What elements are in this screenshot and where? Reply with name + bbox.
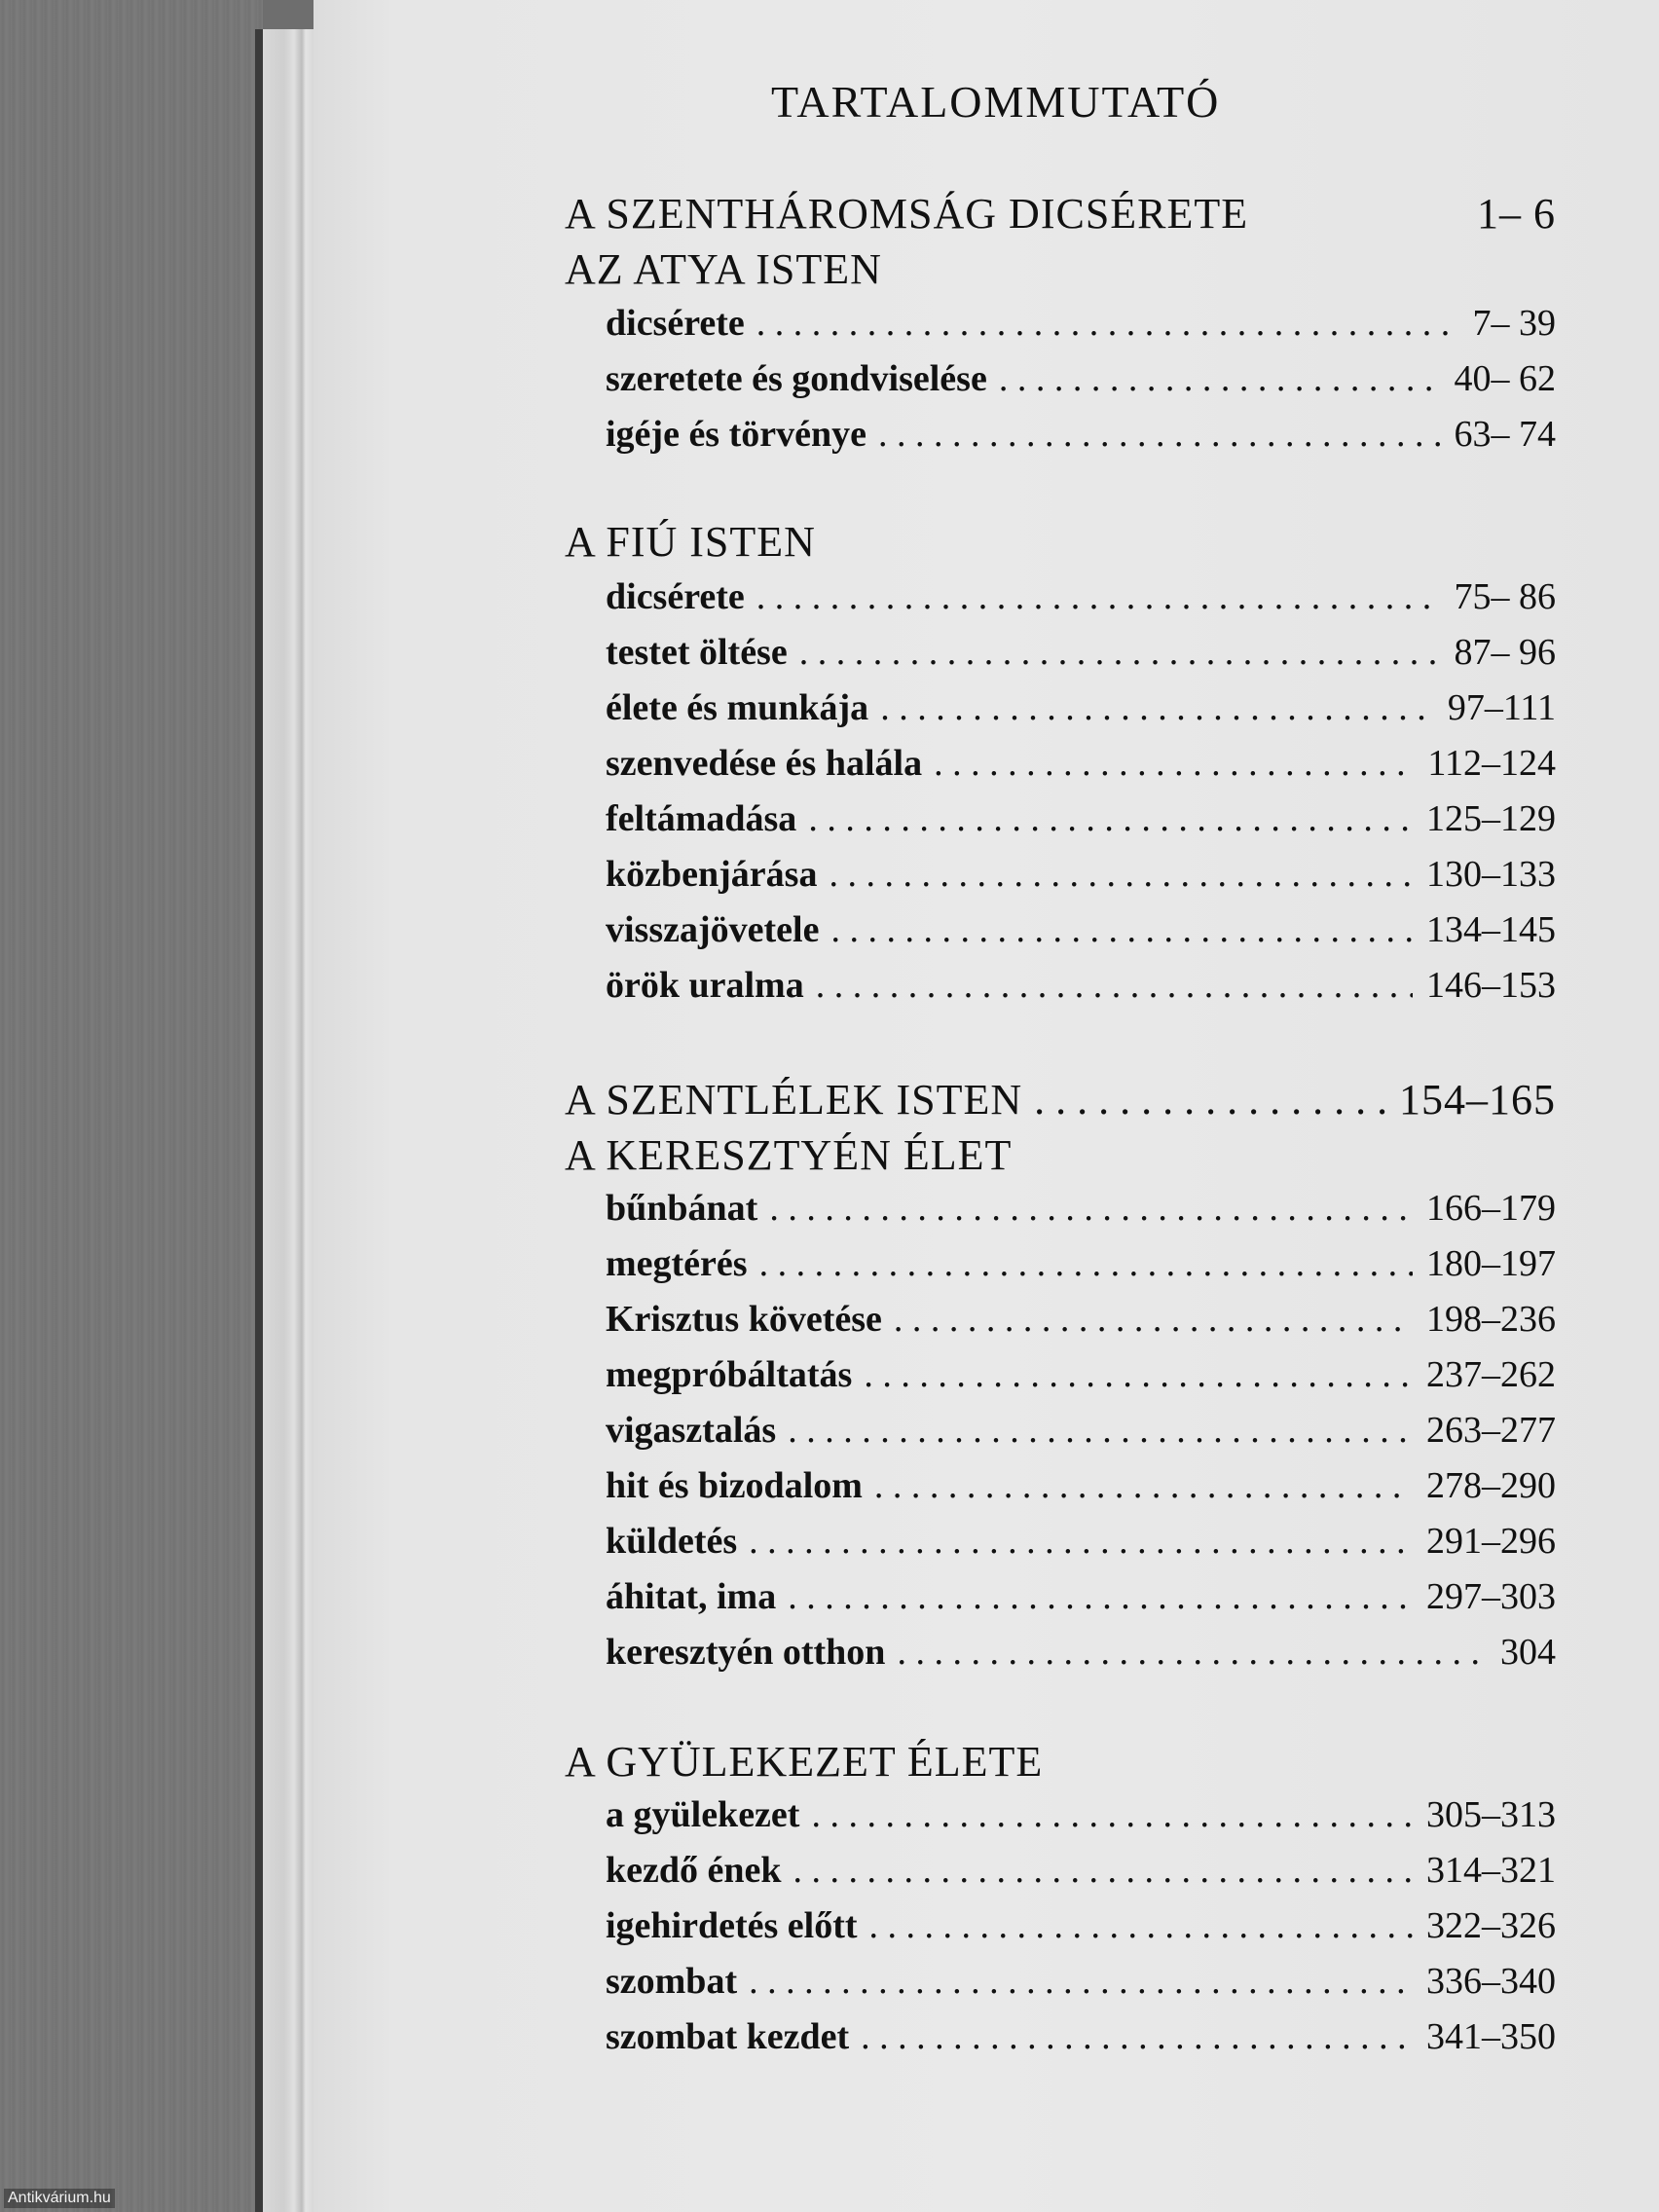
toc-label: keresztyén otthon <box>606 1632 886 1673</box>
toc-label: a gyülekezet <box>606 1794 800 1835</box>
toc-entry <box>606 856 1556 893</box>
dot-leader <box>874 1467 1413 1504</box>
dot-leader <box>864 1356 1413 1393</box>
toc-entry <box>606 416 1556 453</box>
toc-page-range: 263–277 <box>1426 1410 1556 1451</box>
dot-leader <box>897 1634 1487 1671</box>
toc-label: megtérés <box>606 1243 748 1284</box>
toc-label: A GYÜLEKEZET ÉLETE <box>565 1738 1044 1786</box>
toc-entry <box>606 745 1556 782</box>
toc-entry <box>606 689 1556 726</box>
toc-entry <box>606 1963 1556 2000</box>
toc-label: szombat <box>606 1961 738 2002</box>
page-title: TARTALOMMUTATÓ <box>771 77 1221 127</box>
dot-leader <box>1034 1079 1385 1122</box>
dot-leader <box>861 2018 1413 2055</box>
toc-page-range: 341–350 <box>1426 2016 1556 2057</box>
toc-page-range: 63– 74 <box>1454 414 1556 455</box>
toc-label: szenvedése és halála <box>606 743 923 784</box>
toc-page-range: 87– 96 <box>1454 632 1556 673</box>
toc-label: közbenjárása <box>606 854 818 895</box>
toc-label: örök uralma <box>606 965 804 1006</box>
toc-entry <box>606 1412 1556 1449</box>
toc-label: bűnbánat <box>606 1188 758 1229</box>
toc-page-range: 305–313 <box>1426 1794 1556 1835</box>
dot-leader <box>759 1245 1413 1282</box>
toc-entry <box>606 305 1556 342</box>
dot-leader <box>749 1963 1413 2000</box>
table-surface <box>0 0 263 2212</box>
toc-section-heading <box>565 1131 1556 1179</box>
toc-page-range: 75– 86 <box>1454 576 1556 617</box>
dot-leader <box>829 856 1413 893</box>
dot-leader <box>769 1190 1413 1227</box>
dot-leader <box>788 1578 1413 1615</box>
toc-label: szombat kezdet <box>606 2016 850 2057</box>
toc-entry <box>606 1301 1556 1338</box>
toc-entry <box>606 800 1556 837</box>
dot-leader <box>788 1412 1413 1449</box>
toc-label: visszajövetele <box>606 909 820 950</box>
toc-page-range: 322–326 <box>1426 1905 1556 1946</box>
toc-label: hit és bizodalom <box>606 1465 863 1506</box>
toc-section-heading <box>565 1738 1556 1786</box>
toc-label: A SZENTLÉLEK ISTEN <box>565 1076 1023 1124</box>
toc-page-range: 7– 39 <box>1472 303 1556 344</box>
toc-section-heading <box>565 518 1556 566</box>
toc-page-range: 291–296 <box>1426 1521 1556 1562</box>
toc-page-range: 180–197 <box>1426 1243 1556 1284</box>
toc-page-range: 297–303 <box>1426 1576 1556 1617</box>
toc-label: küldetés <box>606 1521 738 1562</box>
book-page <box>313 0 1659 2212</box>
dot-leader <box>799 634 1441 671</box>
toc-label: szeretete és gondviselése <box>606 358 987 399</box>
toc-entry <box>606 1578 1556 1615</box>
toc-label: kezdő ének <box>606 1850 782 1891</box>
dot-leader <box>880 689 1434 726</box>
toc-label: feltámadása <box>606 798 797 839</box>
toc-label: Krisztus követése <box>606 1299 882 1340</box>
toc-label: igéje és törvénye <box>606 414 866 455</box>
dot-leader <box>793 1852 1414 1889</box>
toc-section-heading <box>565 1076 1556 1124</box>
toc-section-heading <box>565 190 1556 238</box>
toc-page-range: 154–165 <box>1399 1076 1556 1124</box>
dot-leader <box>830 911 1413 948</box>
dot-leader <box>894 1301 1413 1338</box>
toc-label: élete és munkája <box>606 687 869 728</box>
toc-entry <box>606 1523 1556 1560</box>
toc-page-range: 112–124 <box>1427 743 1556 784</box>
dot-leader <box>811 1796 1413 1833</box>
toc-page-range: 130–133 <box>1426 854 1556 895</box>
toc-page-range: 237–262 <box>1426 1354 1556 1395</box>
dot-leader <box>816 967 1413 1004</box>
toc-page-range: 314–321 <box>1426 1850 1556 1891</box>
dot-leader <box>808 800 1413 837</box>
toc-label: igehirdetés előtt <box>606 1905 858 1946</box>
toc-label: A KERESZTYÉN ÉLET <box>565 1131 1013 1179</box>
toc-label: AZ ATYA ISTEN <box>565 245 882 293</box>
toc-page-range: 146–153 <box>1426 965 1556 1006</box>
table-of-contents <box>313 0 1659 2212</box>
toc-entry <box>606 967 1556 1004</box>
toc-label: testet öltése <box>606 632 788 673</box>
toc-page-range: 278–290 <box>1426 1465 1556 1506</box>
toc-entry <box>606 1467 1556 1504</box>
toc-page-range: 198–236 <box>1426 1299 1556 1340</box>
dot-leader <box>756 305 1459 342</box>
toc-entry <box>606 1245 1556 1282</box>
dot-leader <box>756 578 1441 615</box>
toc-label: dicsérete <box>606 576 745 617</box>
toc-entry <box>606 1796 1556 1833</box>
toc-page-range: 1– 6 <box>1477 190 1556 238</box>
toc-page-range: 134–145 <box>1426 909 1556 950</box>
toc-page-range: 125–129 <box>1426 798 1556 839</box>
toc-label: A SZENTHÁROMSÁG DICSÉRETE <box>565 190 1249 238</box>
toc-page-range: 40– 62 <box>1454 358 1556 399</box>
toc-entry <box>606 1190 1556 1227</box>
toc-entry <box>606 1907 1556 1944</box>
dot-leader <box>999 360 1441 397</box>
toc-entry <box>606 360 1556 397</box>
dot-leader <box>869 1907 1413 1944</box>
toc-page-range: 336–340 <box>1426 1961 1556 2002</box>
toc-page-range: 97–111 <box>1447 687 1556 728</box>
dot-leader <box>934 745 1414 782</box>
toc-label: vigasztalás <box>606 1410 777 1451</box>
toc-entry <box>606 2018 1556 2055</box>
toc-label: A FIÚ ISTEN <box>565 518 816 566</box>
toc-page-range: 304 <box>1500 1632 1556 1673</box>
toc-label: megpróbáltatás <box>606 1354 853 1395</box>
dot-leader <box>749 1523 1413 1560</box>
watermark: Antikvárium.hu <box>4 2189 115 2208</box>
toc-section-heading <box>565 245 1556 293</box>
toc-entry <box>606 634 1556 671</box>
dot-leader <box>878 416 1441 453</box>
toc-entry <box>606 578 1556 615</box>
toc-label: áhitat, ima <box>606 1576 777 1617</box>
toc-entry <box>606 1356 1556 1393</box>
toc-entry <box>606 1634 1556 1671</box>
toc-label: dicsérete <box>606 303 745 344</box>
toc-entry <box>606 911 1556 948</box>
toc-entry <box>606 1852 1556 1889</box>
toc-page-range: 166–179 <box>1426 1188 1556 1229</box>
